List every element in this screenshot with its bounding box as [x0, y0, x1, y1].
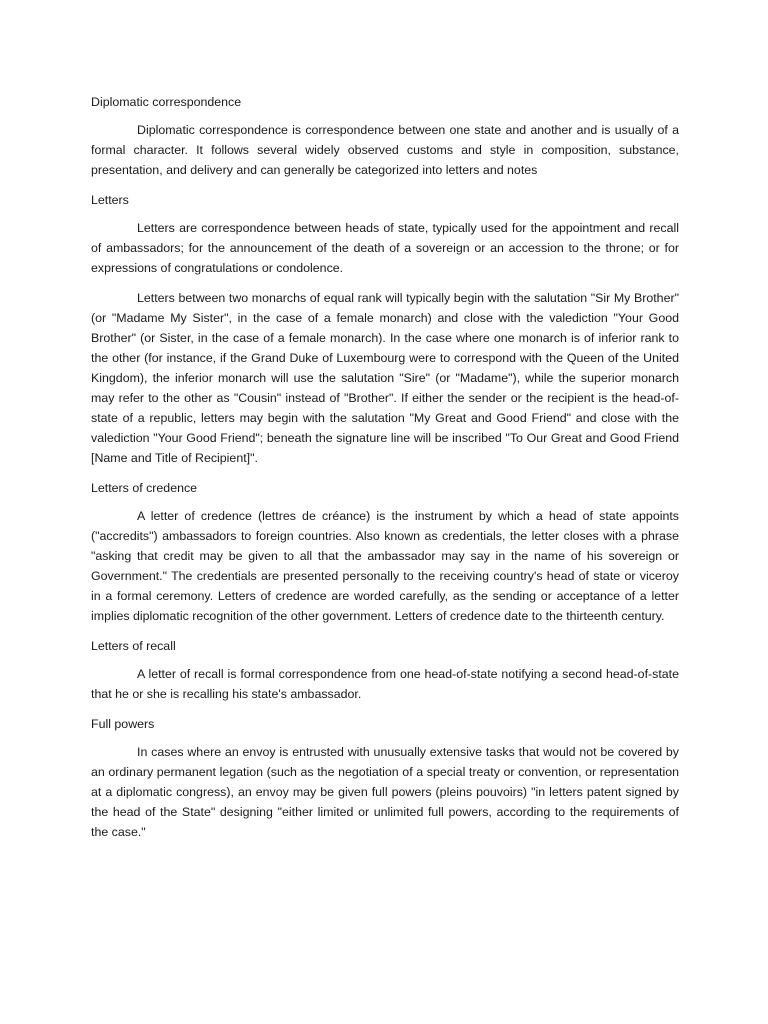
- section-paragraph: Letters are correspondence between heads of state, typically used for the appointment and recall of ambassadors; for the announcement of the death of a sovereign or an accession to the throne; or for expressions of congratulations or condolence.: [91, 221, 679, 275]
- section-letters: [91, 190, 679, 468]
- section-letters-of-recall: [91, 636, 679, 704]
- document-title: Diplomatic correspondence: [91, 95, 242, 109]
- section-paragraph: A letter of recall is formal correspondence from one head-of-state notifying a second head-of-state that he or she is recalling his state's ambassador.: [91, 667, 679, 701]
- section-heading: Letters of credence: [91, 481, 198, 495]
- section-paragraph: In cases where an envoy is entrusted with unusually extensive tasks that would not be covered by an ordinary permanent legation (such as the negotiation of a special treaty or convention, or representation at a diplomatic congress), an envoy may be given full powers (pleins pouvoirs) "in letters patent signed by the head of the State" designing "either limited or unlimited full powers, according to the requirements of the case.": [91, 745, 679, 839]
- section-paragraph: Letters between two monarchs of equal rank will typically begin with the salutation "Sir My Brother" (or "Madame My Sister", in the case of a female monarch) and close with the valediction "Your Good Brother" (or Sister, in the case of a female monarch). In the case where one monarch is of inferior rank to the other (for instance, if the Grand Duke of Luxembourg were to correspond with the Queen of the United Kingdom), the inferior monarch will use the salutation "Sire" (or "Madame"), while the superior monarch may refer to the other as "Cousin" instead of "Brother". If either the sender or the recipient is the head-of-state of a republic, letters may begin with the salutation "My Great and Good Friend" and close with the valediction "Your Good Friend"; beneath the signature line will be inscribed "To Our Great and Good Friend [Name and Title of Recipient]".: [91, 291, 679, 465]
- section-heading: Letters of recall: [91, 639, 176, 653]
- document-page: [91, 92, 679, 852]
- section-letters-of-credence: [91, 478, 679, 626]
- intro-paragraph: Diplomatic correspondence is correspondence between one state and another and is usually of a formal character. It follows several widely observed customs and style in composition, substance, presentation, and delivery and can generally be categorized into letters and notes: [91, 123, 679, 177]
- section-full-powers: [91, 714, 679, 842]
- section-heading: Full powers: [91, 717, 155, 731]
- section-paragraph: A letter of credence (lettres de créance) is the instrument by which a head of state appoints ("accredits") ambassadors to foreign countries. Also known as credentials, the letter closes with a phrase "asking that credit may be given to all that the ambassador may say in the name of his sovereign or Government." The credentials are presented personally to the receiving country's head of state or viceroy in a formal ceremony. Letters of credence are worded carefully, as the sending or acceptance of a letter implies diplomatic recognition of the other government. Letters of credence date to the thirteenth century.: [91, 509, 679, 623]
- section-heading: Letters: [91, 193, 129, 207]
